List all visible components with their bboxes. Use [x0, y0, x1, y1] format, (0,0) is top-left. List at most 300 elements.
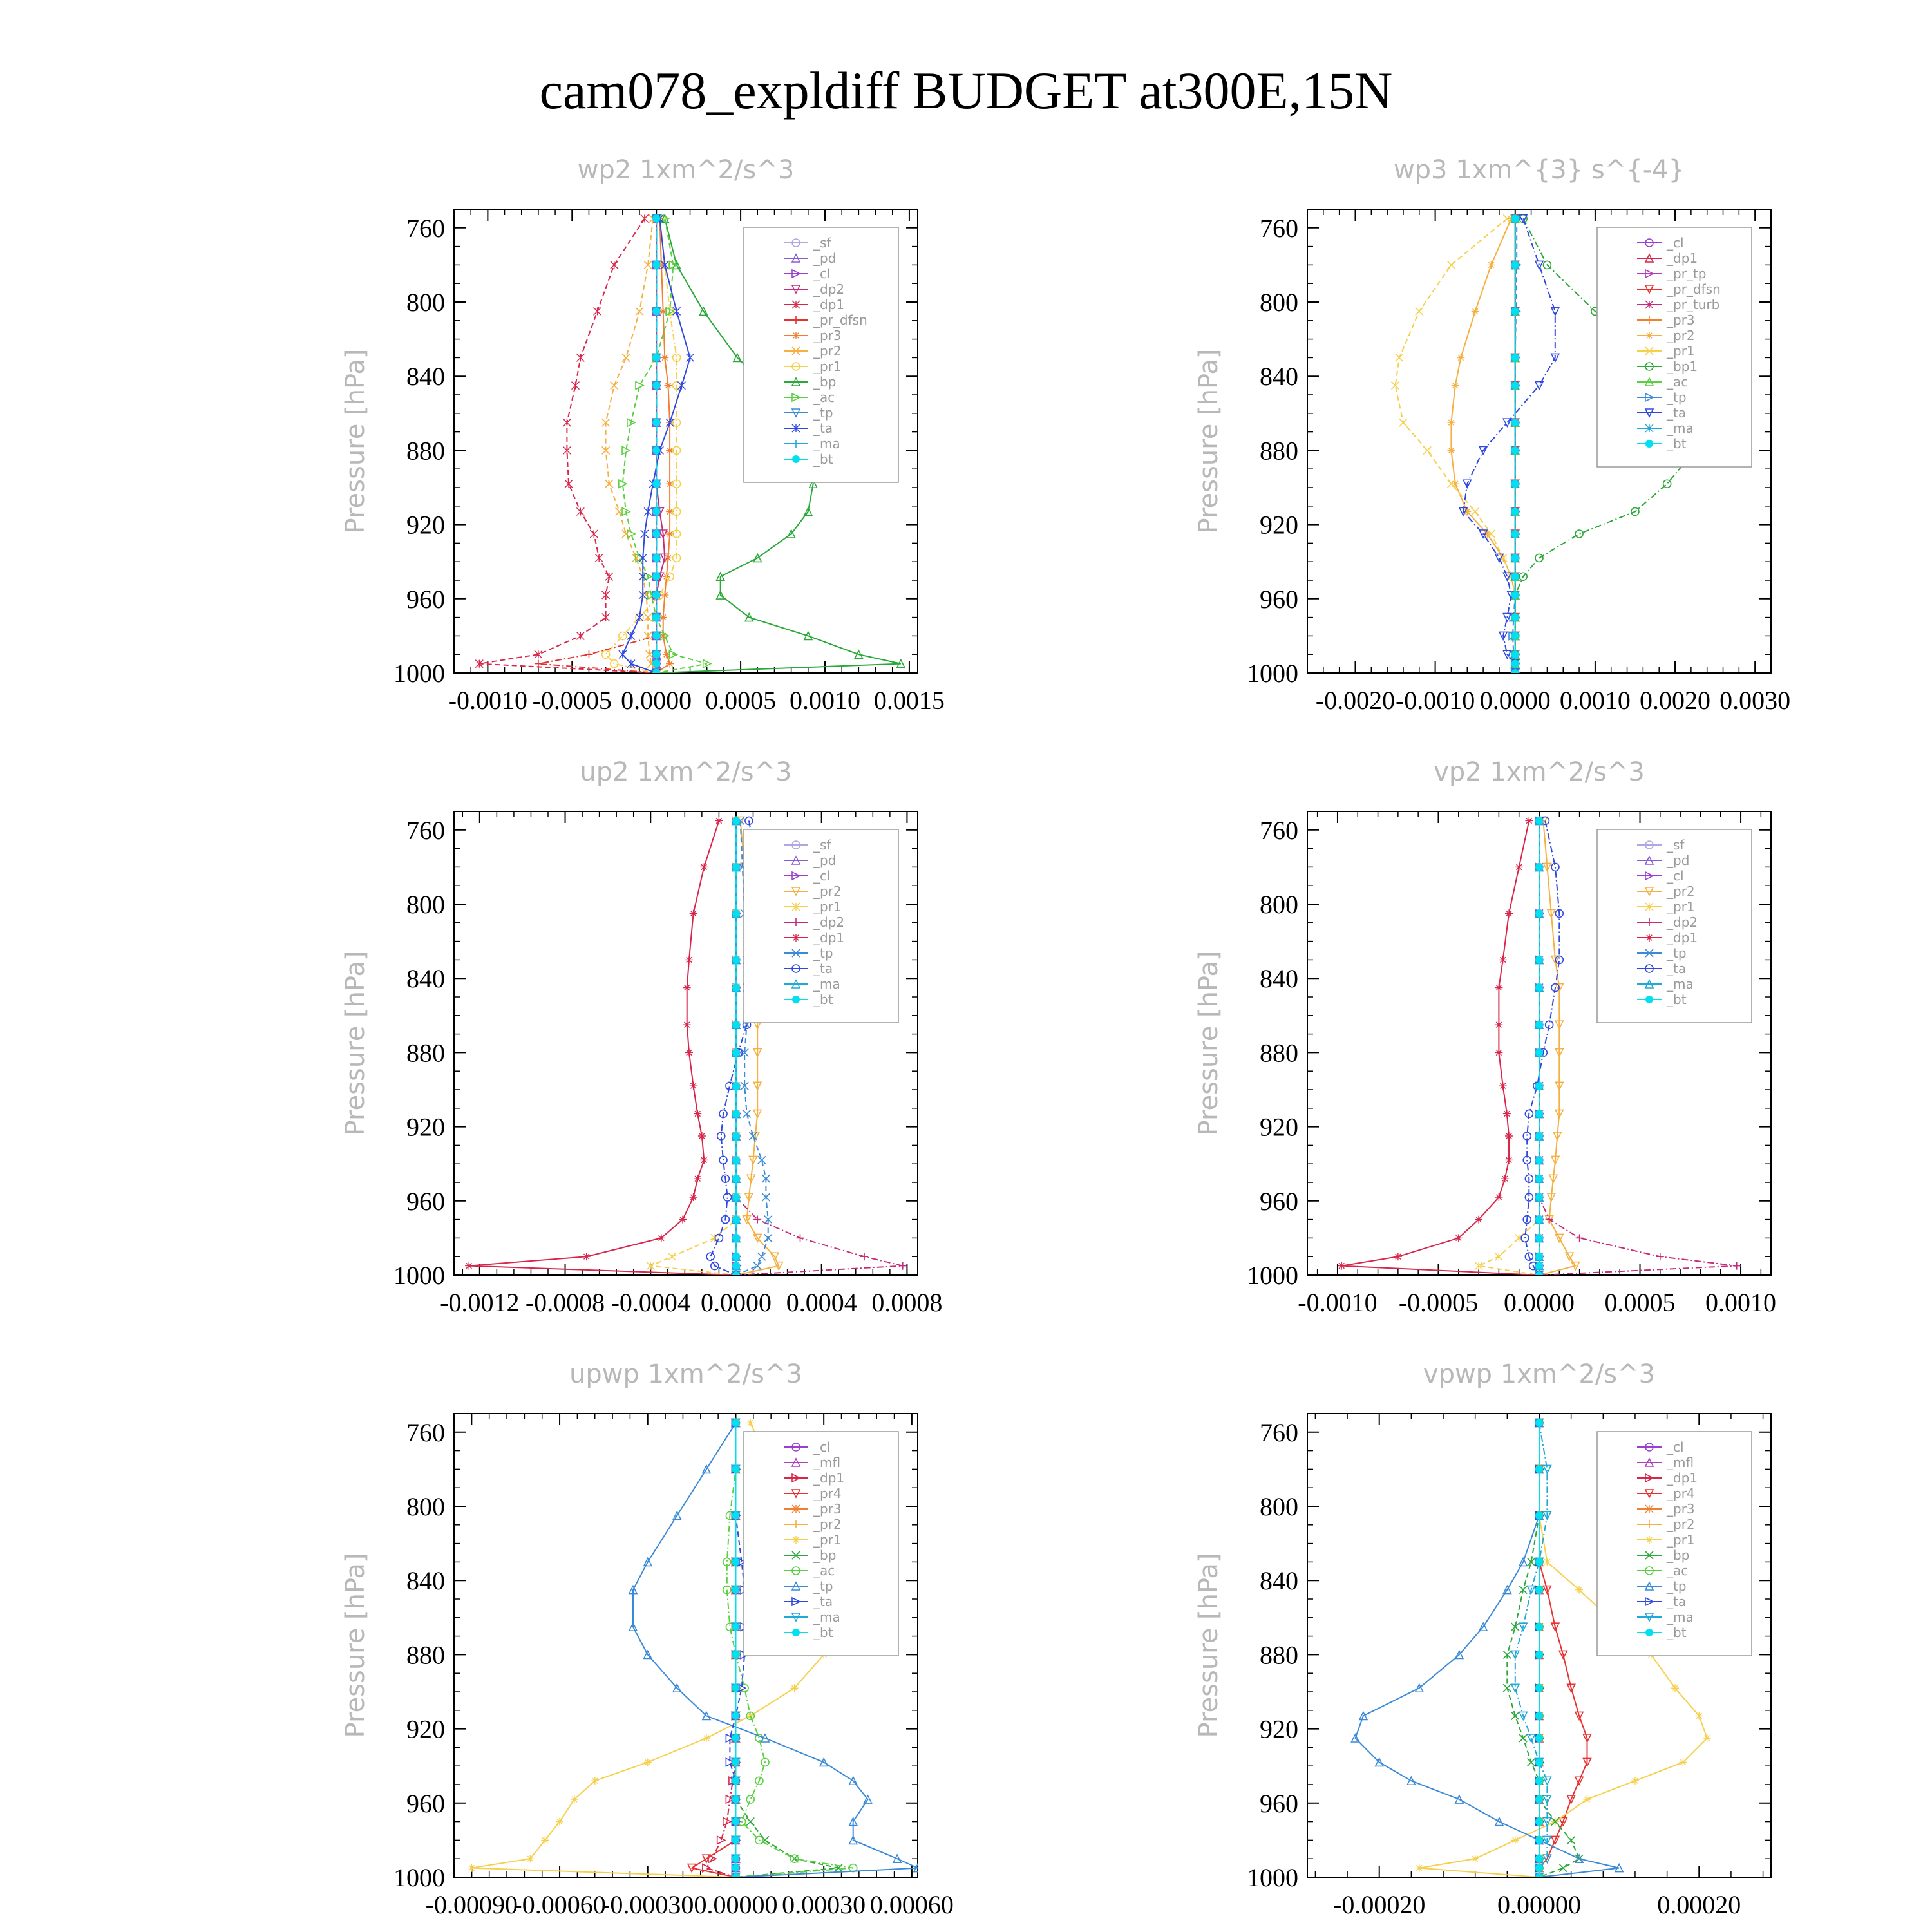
legend-label: _pr1	[813, 359, 842, 374]
x-tick-label: 0.00060	[869, 1890, 954, 1919]
x-tick-label: -0.0004	[611, 1288, 690, 1317]
data-point-bt	[1535, 1193, 1543, 1201]
data-point-bt	[1535, 1132, 1543, 1140]
data-point-bt	[1535, 1082, 1543, 1090]
data-point-bt	[1535, 1873, 1543, 1881]
legend-label: _pr_tp	[1667, 266, 1707, 281]
data-point-bt	[732, 1777, 739, 1785]
data-point-dp1	[1455, 1234, 1463, 1242]
panel-1	[341, 155, 945, 715]
data-point-bt	[1535, 1021, 1543, 1028]
data-point-bt	[732, 1873, 739, 1881]
data-point-bt	[1535, 1623, 1543, 1631]
data-point-bt	[1535, 1262, 1543, 1270]
data-point-bt	[1535, 1558, 1543, 1566]
data-point-dp1	[1495, 984, 1502, 992]
data-point-pr3	[665, 554, 672, 562]
data-point-bt	[1511, 632, 1519, 639]
x-tick-label: -0.0010	[448, 686, 528, 715]
data-point-bt	[1511, 554, 1519, 562]
data-point-bt	[1535, 817, 1543, 824]
data-point-dp1	[565, 480, 573, 488]
data-point-dp1	[1499, 956, 1507, 963]
legend-label: _pd	[813, 251, 837, 266]
data-point-bt	[732, 1175, 740, 1182]
data-point-bp	[1503, 1684, 1511, 1692]
y-tick-label: 800	[406, 890, 445, 919]
y-tick-label: 960	[1260, 1788, 1298, 1818]
y-tick-label: 760	[406, 815, 445, 845]
series-line-pr1	[650, 820, 736, 1275]
y-tick-label: 880	[406, 1640, 445, 1670]
legend-label: _pr1	[1667, 343, 1695, 359]
data-point-bt	[1535, 1110, 1543, 1117]
data-point-pr_dfsn	[585, 650, 592, 658]
legend-label: _bp	[813, 374, 837, 390]
x-tick-label: 0.0005	[1604, 1288, 1676, 1317]
legend-label: _bp	[813, 1548, 837, 1563]
data-point-pr2	[611, 382, 618, 390]
data-point-pr1	[1631, 1777, 1639, 1785]
legend	[1597, 829, 1752, 1023]
legend-label: _pr2	[813, 1517, 842, 1532]
data-point-dp1	[679, 1216, 687, 1224]
x-tick-label: 0.0000	[1479, 686, 1551, 715]
data-point-bt	[652, 307, 660, 315]
data-point-bt	[652, 214, 660, 222]
data-point-bt	[1535, 1156, 1543, 1164]
data-point-bt	[732, 817, 740, 824]
data-point-bt	[732, 984, 740, 992]
data-point-pr1	[1511, 1836, 1519, 1844]
data-point-bt	[732, 1818, 739, 1826]
data-point-dp1	[1525, 817, 1533, 824]
data-point-bt	[1535, 1855, 1543, 1862]
data-point-pr1	[541, 1836, 549, 1844]
data-point-tp	[743, 1110, 751, 1117]
legend-marker	[792, 332, 800, 339]
y-axis-label: Pressure [hPa]	[1194, 951, 1224, 1136]
legend-label: _bt	[813, 1625, 833, 1640]
legend-marker	[1645, 440, 1653, 448]
legend-label: _ac	[813, 390, 835, 405]
data-point-pr1	[1495, 1253, 1502, 1260]
data-point-bt	[732, 1864, 739, 1872]
data-point-dp2	[1733, 1262, 1741, 1270]
data-point-bt	[732, 956, 740, 963]
data-point-bt	[652, 419, 660, 426]
data-point-bt	[652, 530, 660, 538]
data-point-dp1	[683, 1021, 691, 1028]
data-point-bt	[732, 909, 740, 917]
legend-label: _ta	[1667, 1594, 1687, 1609]
data-point-ta	[639, 573, 647, 580]
legend-marker	[792, 455, 800, 463]
series-line-ta	[1463, 218, 1555, 673]
data-point-bt	[1535, 909, 1543, 917]
legend-label: _tp	[1667, 945, 1687, 961]
series-line-ac	[623, 218, 707, 673]
data-point-bt	[732, 1795, 739, 1803]
data-point-bt	[652, 669, 660, 677]
y-axis-label: Pressure [hPa]	[1194, 348, 1224, 534]
data-point-tp	[764, 1234, 772, 1242]
series-line-dp1	[1341, 820, 1539, 1275]
data-point-bt	[1511, 660, 1519, 668]
data-point-pr2	[1452, 480, 1459, 488]
x-tick-label: 0.0010	[1705, 1288, 1777, 1317]
x-tick-label: -0.0012	[440, 1288, 520, 1317]
data-point-dp1	[1501, 1175, 1509, 1182]
series-line-ta	[1525, 820, 1559, 1275]
data-point-pr1	[468, 1864, 475, 1872]
x-tick-label: 0.0010	[790, 686, 860, 715]
data-point-ta	[641, 530, 649, 538]
data-point-bt	[732, 863, 740, 871]
data-point-bt	[1535, 1777, 1543, 1785]
data-point-bt	[652, 573, 660, 580]
legend-marker	[1645, 934, 1653, 942]
legend-label: _pr2	[1667, 884, 1695, 899]
data-point-bt	[732, 1684, 739, 1692]
data-point-pr2	[1472, 307, 1479, 315]
y-axis-label: Pressure [hPa]	[341, 951, 370, 1136]
legend-label: _dp1	[1667, 930, 1698, 945]
data-point-pr2	[1483, 530, 1491, 538]
data-point-dp1	[700, 863, 708, 871]
data-point-pr1	[526, 1855, 534, 1862]
legend-label: _ma	[813, 436, 840, 451]
legend-label: _pd	[813, 853, 837, 868]
data-point-pr3	[665, 382, 672, 390]
data-point-pr1	[1423, 446, 1431, 454]
legend	[744, 1432, 898, 1656]
data-point-bt	[1511, 650, 1519, 658]
data-point-ta	[706, 1253, 714, 1260]
legend-label: _sf	[813, 235, 831, 251]
data-point-bt	[1535, 1758, 1543, 1766]
y-tick-label: 840	[1260, 362, 1298, 392]
legend-label: _pr_turb	[1667, 297, 1720, 312]
x-tick-label: -0.0010	[1395, 686, 1475, 715]
data-point-bt	[652, 446, 660, 454]
data-point-dp1	[602, 614, 610, 621]
data-point-dp1	[611, 261, 618, 269]
x-tick-label: 0.0000	[1504, 1288, 1575, 1317]
y-tick-label: 800	[1260, 890, 1298, 919]
data-point-bt	[732, 1156, 740, 1164]
data-point-pr2	[636, 307, 643, 315]
data-point-pr1	[746, 1419, 754, 1426]
data-point-pr1	[1695, 1712, 1703, 1719]
legend-label: _ac	[813, 1563, 835, 1578]
data-point-bt	[652, 632, 660, 639]
x-tick-label: -0.00020	[1333, 1890, 1426, 1919]
legend-label: _dp1	[813, 297, 845, 312]
y-tick-label: 800	[1260, 288, 1298, 317]
panel-title: vp2 1xm^2/s^3	[1434, 757, 1645, 787]
legend-label: _pr4	[1667, 1486, 1695, 1501]
data-point-dp1	[576, 632, 584, 639]
data-point-dp1	[1505, 1156, 1513, 1164]
data-point-dp1	[683, 984, 691, 992]
data-point-pr2	[1447, 419, 1455, 426]
data-point-bp	[746, 1818, 754, 1826]
data-point-bt	[732, 1855, 739, 1862]
data-point-bt	[732, 1021, 740, 1028]
data-point-bt	[652, 650, 660, 658]
y-tick-label: 920	[1260, 1714, 1298, 1744]
panel-title: wp3 1xm^{3} s^{-4}	[1393, 155, 1685, 185]
legend	[744, 829, 898, 1023]
data-point-bt	[652, 660, 660, 668]
y-tick-label: 840	[406, 964, 445, 994]
data-point-dp1	[563, 446, 571, 454]
data-point-bt	[1535, 863, 1543, 871]
legend-label: _cl	[1667, 235, 1684, 251]
data-point-pr1	[619, 632, 627, 639]
data-point-ta	[677, 382, 685, 390]
legend-label: _ta	[813, 421, 833, 436]
panel-title: vpwp 1xm^2/s^3	[1423, 1359, 1656, 1389]
y-tick-label: 880	[1260, 1038, 1298, 1068]
series-line-pr2	[606, 218, 657, 673]
data-point-dp1	[685, 956, 693, 963]
data-point-pr1	[1472, 507, 1479, 515]
legend-label: _pr2	[813, 343, 842, 359]
data-point-bt	[732, 1712, 739, 1719]
y-tick-label: 760	[1260, 1417, 1298, 1447]
legend-label: _bt	[1667, 436, 1687, 451]
legend-label: _ta	[813, 961, 833, 976]
legend-label: _pr1	[1667, 1532, 1695, 1548]
legend-label: _tp	[1667, 1578, 1687, 1594]
data-point-dp1	[576, 354, 584, 361]
y-tick-label: 1000	[393, 659, 445, 688]
data-point-dp1	[465, 1262, 473, 1270]
legend-label: _bp	[1667, 1548, 1690, 1563]
data-point-pr3	[666, 660, 674, 668]
legend-label: _pr3	[1667, 312, 1695, 328]
y-tick-label: 840	[1260, 1566, 1298, 1596]
data-point-dp1	[594, 307, 601, 315]
y-tick-label: 1000	[1247, 1863, 1298, 1892]
x-tick-label: 0.00020	[1657, 1890, 1741, 1919]
legend-label: _sf	[813, 837, 831, 853]
data-point-bt	[1535, 1712, 1543, 1719]
y-tick-label: 880	[1260, 436, 1298, 466]
data-point-pr2	[622, 354, 630, 361]
data-point-bt	[1511, 507, 1519, 515]
data-point-dp1	[605, 573, 613, 580]
panel-5	[341, 1359, 954, 1919]
data-point-bt	[732, 1586, 739, 1594]
x-tick-label: -0.00060	[513, 1890, 606, 1919]
data-point-bt	[1535, 1684, 1543, 1692]
legend-label: _ma	[813, 1609, 840, 1625]
legend-label: _tp	[1667, 390, 1687, 405]
panel-4	[1194, 757, 1776, 1317]
legend-label: _tp	[813, 945, 833, 961]
legend-label: _sf	[1667, 837, 1685, 853]
y-tick-label: 920	[406, 510, 445, 540]
x-tick-label: -0.0008	[525, 1288, 605, 1317]
panel-3	[341, 757, 942, 1317]
data-point-pr2	[1447, 446, 1455, 454]
data-point-dp1	[641, 214, 649, 222]
data-point-dp1	[1495, 1021, 1502, 1028]
data-point-bt	[1535, 1651, 1543, 1658]
legend-label: _bp1	[1667, 359, 1698, 374]
data-point-dp1	[698, 1132, 706, 1140]
data-point-dp1	[1394, 1253, 1402, 1260]
data-point-bt	[732, 1465, 739, 1473]
data-point-ta	[636, 614, 643, 621]
series-line-bp	[1507, 1423, 1579, 1877]
panel-title: upwp 1xm^2/s^3	[569, 1359, 802, 1389]
y-tick-label: 920	[1260, 510, 1298, 540]
data-point-bt	[652, 614, 660, 621]
data-point-bp	[1528, 1758, 1535, 1766]
x-tick-label: 0.0008	[871, 1288, 943, 1317]
legend-marker	[792, 1629, 800, 1636]
legend-label: _pr3	[813, 1501, 842, 1517]
legend-label: _cl	[1667, 1439, 1684, 1455]
y-tick-label: 840	[406, 362, 445, 392]
data-point-pr2	[1452, 382, 1459, 390]
data-point-bt	[732, 1734, 739, 1742]
y-tick-label: 880	[406, 1038, 445, 1068]
legend-label: _pr4	[813, 1486, 842, 1501]
legend-label: _ac	[1667, 1563, 1689, 1578]
legend	[1597, 1432, 1752, 1656]
data-point-pr1	[1583, 1795, 1591, 1803]
legend-label: _dp2	[813, 281, 845, 297]
legend-label: _pr3	[1667, 1501, 1695, 1517]
panel-2	[1194, 155, 1790, 715]
data-point-bt	[1535, 1795, 1543, 1803]
data-point-dp1	[694, 1175, 701, 1182]
data-point-bt	[732, 1082, 740, 1090]
legend-marker	[792, 934, 800, 942]
data-point-dp2	[1576, 1234, 1584, 1242]
x-tick-label: 0.0005	[705, 686, 777, 715]
y-axis-label: Pressure [hPa]	[341, 1553, 370, 1738]
data-point-bt	[1511, 446, 1519, 454]
y-axis-label: Pressure [hPa]	[341, 348, 370, 534]
data-point-bt	[732, 1262, 740, 1270]
legend-label: _pr2	[1667, 1517, 1695, 1532]
legend-label: _ta	[1667, 961, 1687, 976]
data-point-bt	[1535, 1234, 1543, 1242]
data-point-bt	[732, 1048, 740, 1056]
x-tick-label: 0.00000	[1497, 1890, 1581, 1919]
y-tick-label: 760	[1260, 815, 1298, 845]
data-point-bt	[1535, 1818, 1543, 1826]
data-point-dp1	[1503, 1110, 1511, 1117]
panel-title: wp2 1xm^2/s^3	[577, 155, 795, 185]
data-point-bt	[732, 1651, 739, 1658]
data-point-dp1	[1495, 1048, 1502, 1056]
data-point-dp1	[690, 909, 697, 917]
data-point-ta	[1551, 307, 1559, 315]
y-tick-label: 800	[406, 1492, 445, 1521]
legend-marker	[1645, 996, 1653, 1003]
data-point-bt	[732, 1271, 740, 1279]
series-line-pr_dfsn	[538, 218, 656, 673]
data-point-pr1	[1703, 1734, 1711, 1742]
data-point-bt	[1511, 261, 1519, 269]
data-point-bt	[1535, 1864, 1543, 1872]
data-point-dp1	[715, 817, 723, 824]
legend-label: _bt	[1667, 1625, 1687, 1640]
data-point-dp1	[1499, 1082, 1507, 1090]
data-point-bt	[1511, 480, 1519, 488]
data-point-dp1	[583, 1253, 591, 1260]
legend-label: _ma	[813, 976, 840, 992]
data-point-ta	[687, 354, 694, 361]
data-point-bt	[1511, 669, 1519, 677]
x-tick-label: 0.0020	[1640, 686, 1711, 715]
data-point-bt	[732, 1511, 739, 1519]
data-point-ac	[746, 1795, 754, 1803]
data-point-bt	[732, 1234, 740, 1242]
x-tick-label: 0.00030	[782, 1890, 866, 1919]
data-point-ta	[627, 660, 635, 668]
data-point-dp1	[563, 419, 571, 426]
data-point-dp1	[602, 591, 610, 599]
data-point-bt	[1535, 1734, 1543, 1742]
data-point-pr1	[1396, 354, 1403, 361]
data-point-dp1	[1338, 1262, 1345, 1270]
legend-label: _pr_dfsn	[813, 312, 867, 328]
data-point-pr2	[1488, 261, 1495, 269]
legend-label: _mfl	[1667, 1455, 1694, 1470]
data-point-bp1	[1663, 480, 1671, 488]
x-tick-label: -0.0010	[1298, 1288, 1378, 1317]
data-point-dp1	[1505, 909, 1513, 917]
y-tick-label: 840	[1260, 964, 1298, 994]
data-point-ta	[644, 507, 652, 515]
series-line-pr1	[1479, 820, 1539, 1275]
data-point-bt	[652, 354, 660, 361]
data-point-bp	[1567, 1836, 1575, 1844]
series-line-ma	[1515, 1423, 1548, 1877]
data-point-bt	[1535, 1216, 1543, 1224]
x-tick-label: -0.0005	[1398, 1288, 1479, 1317]
y-tick-label: 1000	[1247, 659, 1298, 688]
x-tick-label: -0.00030	[601, 1890, 694, 1919]
data-point-bt	[1511, 382, 1519, 390]
data-point-bt	[732, 1216, 740, 1224]
data-point-dp2	[899, 1262, 907, 1270]
legend-marker	[1645, 1629, 1653, 1636]
legend-label: _dp2	[813, 914, 845, 930]
data-point-pr1	[556, 1818, 564, 1826]
y-axis-label: Pressure [hPa]	[1194, 1553, 1224, 1738]
data-point-dp2	[797, 1234, 804, 1242]
legend-label: _ta	[813, 1594, 833, 1609]
data-point-bt	[1535, 1175, 1543, 1182]
data-point-bt	[652, 591, 660, 599]
legend-marker	[1645, 1536, 1653, 1544]
x-tick-label: 0.0015	[873, 686, 945, 715]
legend-marker	[792, 1536, 800, 1544]
data-point-bt	[1535, 1511, 1543, 1519]
data-point-bt	[1535, 984, 1543, 992]
legend	[744, 227, 898, 482]
panel-6	[1194, 1359, 1771, 1919]
